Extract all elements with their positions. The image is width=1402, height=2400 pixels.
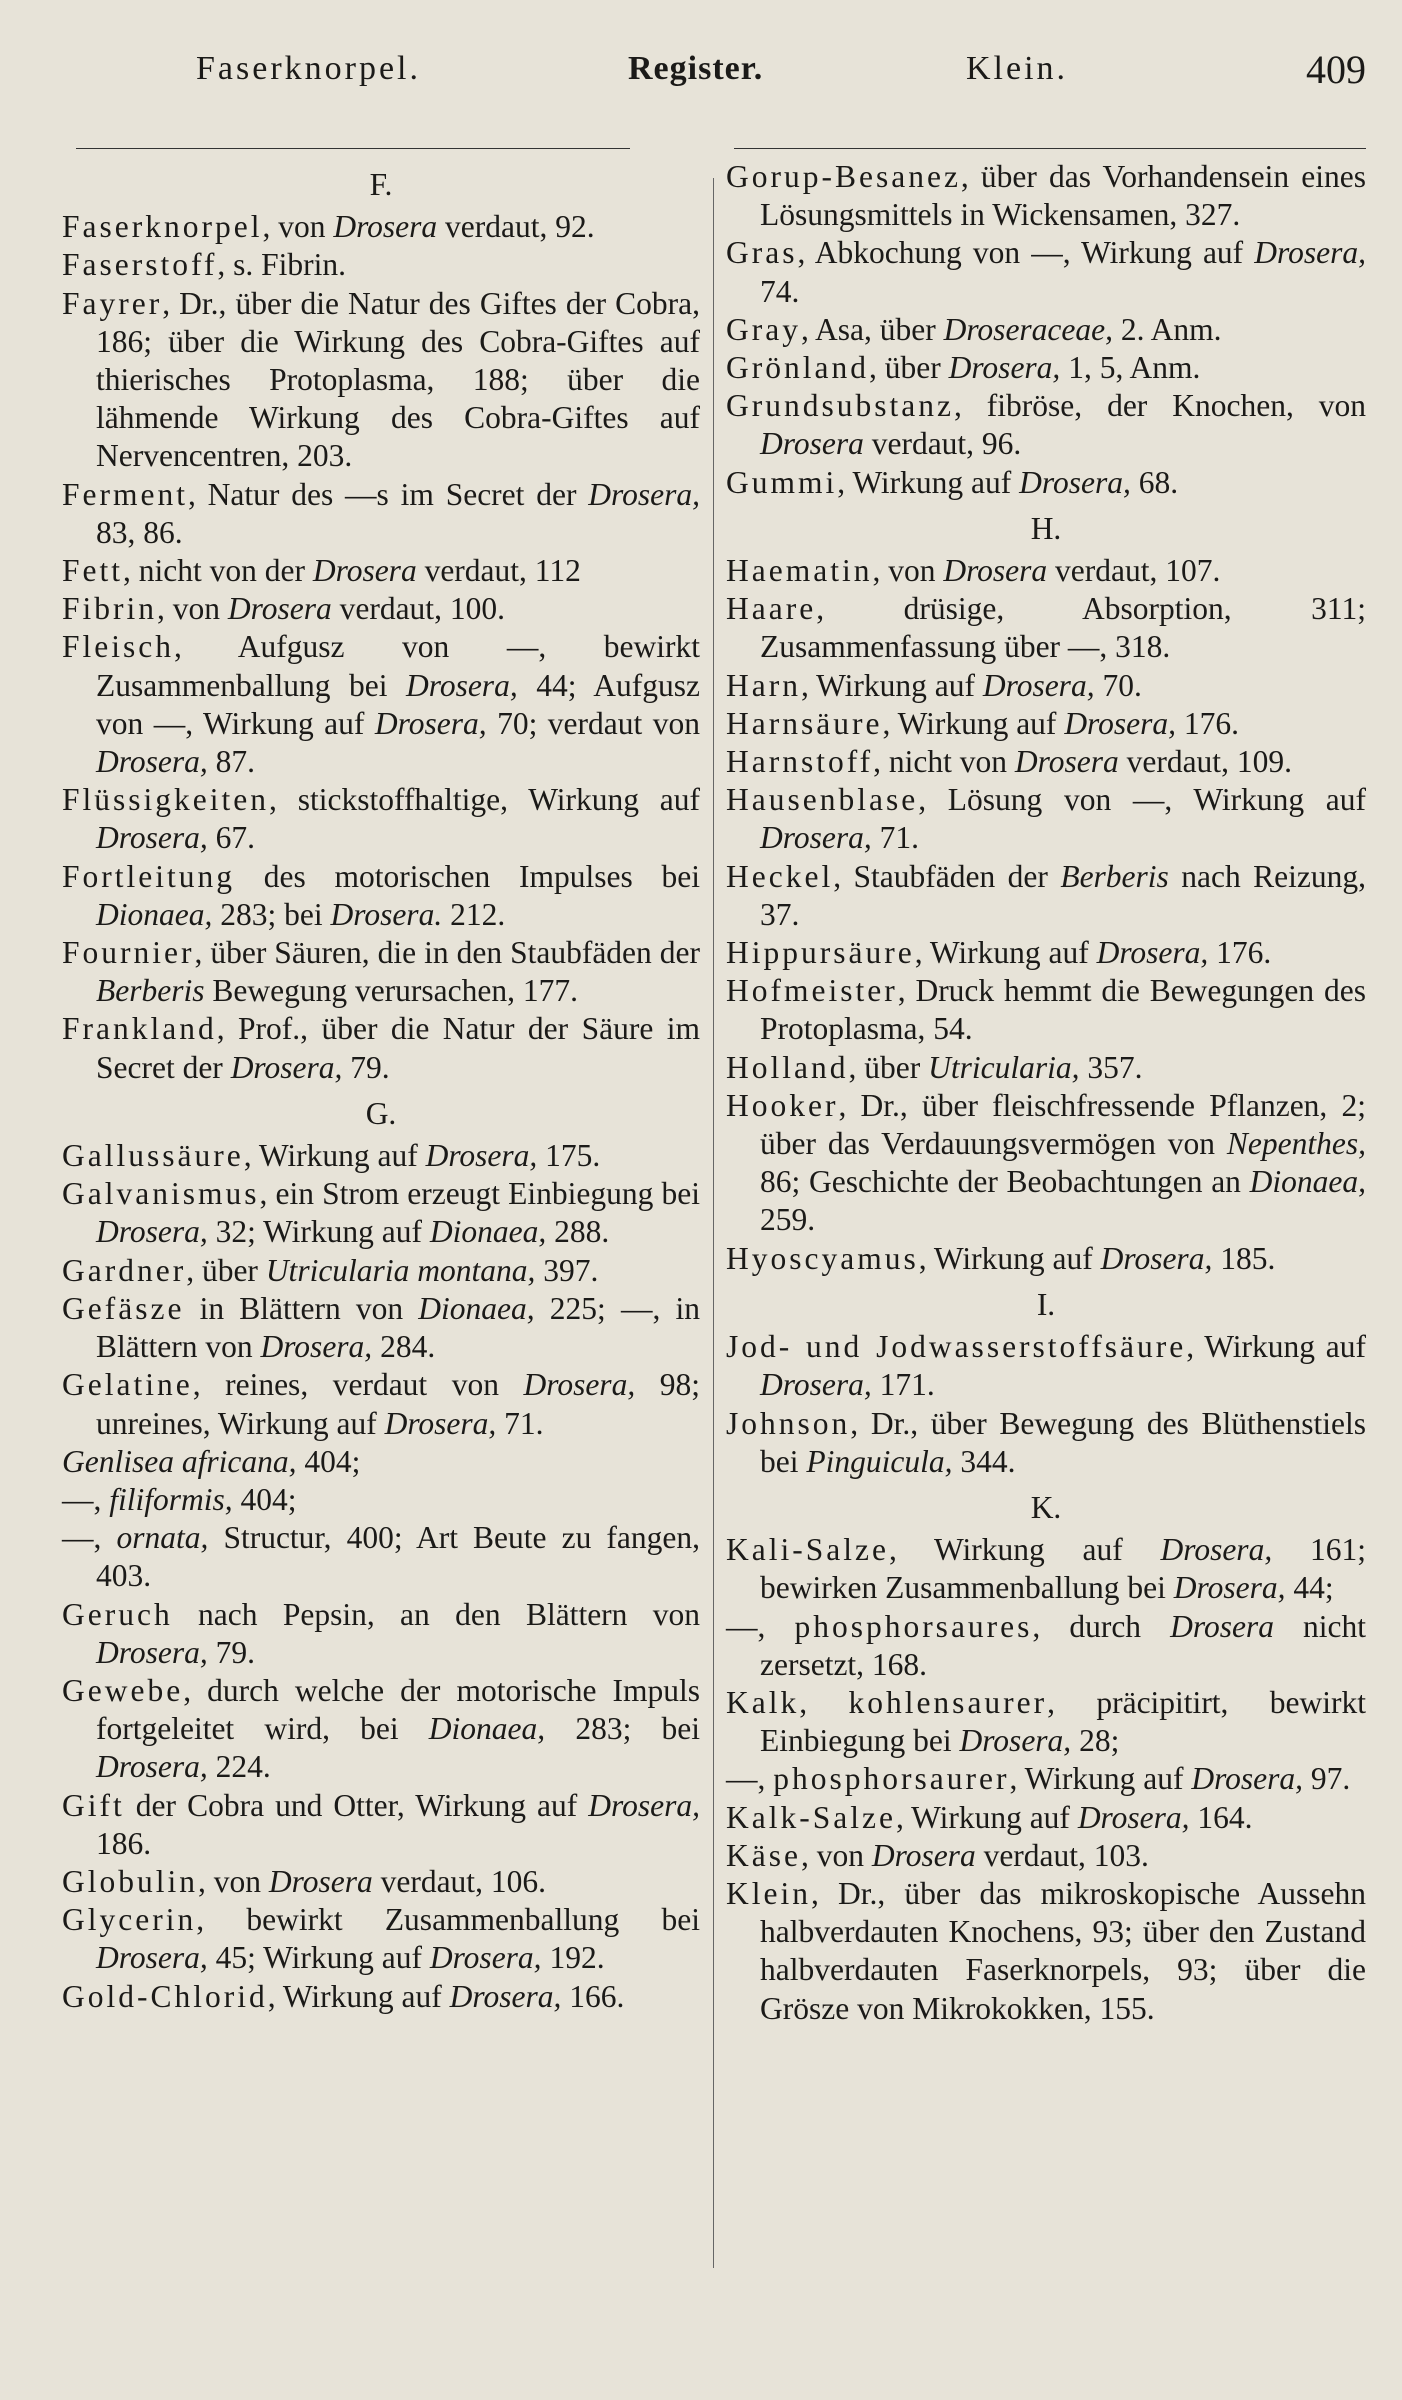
entry-text: , bewirkt Zusammenballung bei: [196, 1902, 700, 1938]
entry-text: , Wirkung auf: [882, 705, 1065, 741]
index-entry: [726, 1684, 1366, 1760]
index-entry: [62, 934, 700, 1010]
index-entry: [62, 1519, 700, 1595]
italic-term: Drosera.: [330, 896, 443, 932]
italic-term: Drosera,: [948, 350, 1061, 386]
index-entry: [726, 1049, 1366, 1087]
italic-term: Drosera: [268, 1863, 373, 1899]
index-entry: [62, 1481, 700, 1519]
entry-text: 404;: [232, 1481, 297, 1517]
italic-term: Berberis: [96, 973, 205, 1009]
entry-text: , nicht von: [873, 744, 1015, 780]
entry-headword: Heckel: [726, 858, 834, 894]
entry-headword: Faserstoff: [62, 247, 218, 283]
entry-text: , Asa, über: [800, 311, 944, 347]
entry-text: 192.: [541, 1940, 605, 1976]
entry-headword: Holland: [726, 1049, 849, 1085]
italic-term: Drosera,: [96, 1214, 208, 1250]
entry-text: phosphorsaurer: [773, 1761, 1010, 1797]
entry-headword: Gift: [62, 1787, 125, 1823]
entry-headword: Gewebe: [62, 1672, 184, 1708]
index-entry: [726, 387, 1366, 463]
italic-term: Drosera,: [405, 667, 518, 703]
index-entry: [62, 858, 700, 934]
entry-text: 164.: [1189, 1799, 1253, 1835]
entry-text: 176.: [1208, 935, 1272, 971]
index-entry: [726, 1760, 1366, 1798]
entry-text: , ein Strom erzeugt Einbiegung bei: [259, 1176, 700, 1212]
italic-term: Utricularia montana,: [265, 1252, 536, 1288]
entry-text: , durch: [1032, 1608, 1171, 1644]
index-entry: [62, 1596, 700, 1672]
italic-term: Drosera: [943, 553, 1048, 589]
entry-text: verdaut, 112: [416, 553, 581, 589]
italic-term: Dionaea,: [96, 896, 213, 932]
entry-headword: Jod- und Jodwasserstoffsäure: [726, 1329, 1187, 1365]
italic-term: Drosera: [312, 553, 417, 589]
section-letter: I.: [1036, 1286, 1056, 1322]
italic-term: Drosera,: [374, 705, 487, 741]
entry-text: 98; unreines, Wirkung auf: [96, 1367, 700, 1441]
italic-term: Drosera,: [588, 1787, 700, 1823]
italic-term: Nepenthes,: [1226, 1126, 1366, 1162]
entry-text: 74.: [760, 273, 800, 309]
section-letter: H.: [1030, 510, 1062, 546]
header-rule-right: [1244, 148, 1366, 149]
entry-text: verdaut, 109.: [1118, 744, 1292, 780]
entry-headword: Gummi: [726, 464, 838, 500]
entry-text: 161; bewirken Zusammenballung bei: [760, 1532, 1366, 1606]
index-entry: [726, 158, 1366, 234]
index-entry: [726, 590, 1366, 666]
running-header: [0, 47, 1402, 110]
italic-term: Drosera,: [449, 1978, 562, 2014]
italic-term: Drosera: [227, 591, 332, 627]
index-entry: [726, 1837, 1366, 1875]
entry-headword: Glycerin: [62, 1902, 197, 1938]
entry-headword: Hofmeister: [726, 973, 898, 1009]
entry-text: , Dr., über Bewegung des Blüthenstiels bei: [760, 1405, 1366, 1479]
index-entry: [726, 972, 1366, 1048]
index-entry: [62, 1010, 700, 1086]
entry-text: in Blättern von: [184, 1290, 419, 1326]
entry-headword: Fett: [62, 553, 124, 589]
italic-term: Droseraceae,: [943, 311, 1113, 347]
index-entry: [726, 743, 1366, 781]
entry-text: , Dr., über fleischfressende Pflanzen, 2; über das Verdauungsvermögen von: [760, 1087, 1366, 1162]
index-entry: [62, 1901, 700, 1977]
italic-term: Drosera,: [96, 1749, 208, 1785]
entry-headword: Grundsubstanz: [726, 388, 954, 424]
entry-text: 32; Wirkung auf: [207, 1214, 430, 1250]
entry-headword: Galvanismus: [62, 1176, 260, 1212]
index-entry: [726, 1875, 1366, 2028]
entry-text: , von: [198, 1863, 269, 1899]
entry-text: Bewegung verursachen, 177.: [204, 973, 578, 1009]
entry-text: , fibröse, der Knochen, von: [953, 388, 1366, 424]
entry-text: 83, 86.: [96, 514, 183, 550]
index-entry: [62, 628, 700, 781]
entry-text: , über: [186, 1252, 266, 1288]
italic-term: Drosera,: [1096, 935, 1209, 971]
italic-term: Dionaea,: [418, 1290, 535, 1326]
section-letter: K.: [1030, 1489, 1062, 1525]
entry-text: nach Reizung, 37.: [760, 858, 1366, 932]
entry-text: , durch welche der motorische Impuls fortgeleitet wird, bei: [96, 1672, 700, 1747]
index-entry: [62, 1252, 700, 1290]
italic-term: Drosera,: [1191, 1761, 1304, 1797]
entry-text: 283; bei: [545, 1711, 700, 1747]
italic-term: Drosera: [1170, 1608, 1274, 1644]
entry-text: 176.: [1176, 705, 1240, 741]
index-entry: [726, 464, 1366, 502]
entry-headword: Faserknorpel: [62, 209, 263, 245]
italic-term: Drosera,: [1254, 235, 1366, 271]
italic-term: Berberis: [1060, 858, 1169, 894]
header-left-term: Faserknorpel.: [196, 50, 422, 87]
entry-text: 357.: [1079, 1049, 1143, 1085]
header-right-term: Klein.: [966, 50, 1069, 87]
italic-term: Drosera,: [588, 476, 700, 512]
entry-headword: Fibrin: [62, 591, 158, 627]
entry-headword: Gefäsze: [62, 1290, 185, 1326]
entry-text: 79.: [342, 1049, 390, 1085]
entry-text: , Wirkung auf: [895, 1799, 1078, 1835]
index-entry: [726, 1531, 1366, 1607]
italic-term: Drosera,: [982, 667, 1095, 703]
entry-text: verdaut, 107.: [1047, 553, 1221, 589]
italic-term: Drosera,: [523, 1367, 636, 1403]
italic-term: Dionaea,: [1249, 1164, 1366, 1200]
entry-text: 97.: [1303, 1761, 1351, 1797]
index-entry: [726, 934, 1366, 972]
entry-headword: Kalk-Salze: [726, 1799, 896, 1835]
index-entry: [62, 1978, 700, 2016]
entry-headword: Hippursäure: [726, 935, 915, 971]
index-entry: [62, 1366, 700, 1442]
entry-headword: Ferment: [62, 476, 188, 512]
entry-text: verdaut, 106.: [372, 1863, 546, 1899]
entry-text: —,: [726, 1761, 774, 1797]
entry-headword: Gray: [726, 311, 801, 347]
index-entry: [726, 1405, 1366, 1481]
index-entry: [62, 1290, 700, 1366]
entry-text: verdaut, 92.: [437, 209, 595, 245]
italic-term: Drosera,: [96, 744, 208, 780]
entry-text: , über das Vorhandensein eines Lösungsmittels in Wickensamen, 327.: [760, 159, 1366, 233]
entry-text: 44;: [1285, 1570, 1334, 1606]
entry-headword: Fournier: [62, 935, 195, 971]
entry-text: 283; bei: [212, 896, 331, 932]
index-entry: [62, 1175, 700, 1251]
index-entry: [726, 1087, 1366, 1240]
entry-headword: Harnsäure: [726, 705, 883, 741]
index-entry: [62, 208, 700, 246]
italic-term: Drosera: [760, 426, 864, 462]
entry-text: 225; —, in Blättern von: [96, 1290, 700, 1365]
italic-term: Drosera,: [760, 1367, 872, 1403]
italic-term: Drosera,: [1077, 1799, 1190, 1835]
entry-text: , Aufgusz von —, bewirkt Zusammenballung bei: [96, 629, 700, 703]
entry-text: , reines, verdaut von: [192, 1367, 524, 1403]
entry-text: , Wirkung auf: [837, 464, 1020, 500]
entry-text: 86; Geschichte der Beobachtungen an: [760, 1164, 1250, 1200]
entry-headword: Hooker: [726, 1087, 839, 1123]
entry-text: 1, 5, Anm.: [1060, 350, 1201, 386]
entry-headword: Gardner: [62, 1252, 187, 1288]
italic-term: Drosera: [1014, 744, 1119, 780]
index-entry: [726, 1328, 1366, 1404]
entry-text: , Lösung von —, Wirkung auf: [918, 782, 1366, 818]
entry-text: , über Säuren, die in den Staubfäden der: [194, 935, 700, 971]
italic-term: Drosera,: [429, 1940, 542, 1976]
entry-text: —,: [62, 1520, 117, 1556]
entry-text: , Wirkung auf: [888, 1532, 1161, 1568]
section-letter: F.: [369, 167, 393, 202]
index-entry: [62, 1863, 700, 1901]
entry-text: 288.: [546, 1214, 610, 1250]
entry-headword: Harnstoff: [726, 744, 874, 780]
italic-term: Drosera,: [760, 820, 872, 856]
entry-text: 344.: [952, 1443, 1016, 1479]
entry-text: , von: [872, 553, 944, 589]
entry-text: 404;: [296, 1443, 361, 1479]
entry-text: 212.: [442, 896, 506, 932]
italic-term: Drosera,: [1173, 1570, 1286, 1606]
entry-text: 79.: [207, 1634, 255, 1670]
entry-text: 67.: [207, 820, 255, 856]
index-entry: [62, 1787, 700, 1863]
entry-text: , Prof., über die Natur der Säure im Secret der: [96, 1011, 700, 1085]
entry-text: verdaut, 103.: [975, 1837, 1149, 1873]
entry-text: 44; Aufgusz von —, Wirkung auf: [96, 667, 700, 741]
entry-text: 71.: [871, 820, 919, 856]
entry-text: nach Pepsin, an den Blättern von: [172, 1596, 700, 1632]
entry-text: 171.: [871, 1367, 935, 1403]
italic-term: Drosera,: [96, 1940, 208, 1976]
entry-headword: Kalk: [726, 1684, 800, 1720]
index-entry: [62, 1137, 700, 1175]
index-entry: [62, 1672, 700, 1787]
entry-text: , Wirkung auf: [918, 1240, 1101, 1276]
entry-headword: Johnson: [726, 1405, 851, 1441]
entry-headword: Geruch: [62, 1596, 173, 1632]
header-rule-left: [76, 148, 630, 149]
entry-text: 45; Wirkung auf: [207, 1940, 430, 1976]
section-letter: G.: [365, 1095, 397, 1131]
entry-headword: Harn: [726, 667, 801, 703]
index-entry: [62, 552, 700, 590]
entry-text: —,: [726, 1608, 795, 1644]
index-entry: [62, 781, 700, 857]
italic-term: Drosera,: [96, 820, 208, 856]
entry-text: 28;: [1071, 1723, 1120, 1759]
index-entry: [726, 858, 1366, 934]
entry-text: , Natur des —s im Secret der: [187, 476, 589, 512]
entry-headword: Haematin: [726, 553, 873, 589]
index-entry: [62, 285, 700, 476]
header-title: Register.: [628, 50, 764, 87]
index-entry: [62, 476, 700, 552]
entry-text: , Wirkung auf: [1009, 1761, 1192, 1797]
italic-term: ornata,: [116, 1520, 209, 1556]
entry-text: 70.: [1094, 667, 1142, 703]
entry-headword: Grönland: [726, 350, 869, 386]
italic-term: filiformis,: [109, 1481, 233, 1517]
entry-headword: Globulin: [62, 1863, 199, 1899]
index-column-right: [726, 158, 1366, 2028]
index-entry: [726, 234, 1366, 310]
index-entry: [726, 349, 1366, 387]
italic-term: Drosera,: [260, 1329, 373, 1365]
entry-text: , Wirkung auf: [914, 935, 1097, 971]
index-entry: [726, 552, 1366, 590]
entry-headword: Fortleitung: [62, 858, 235, 894]
entry-headword: Frankland: [62, 1011, 217, 1047]
entry-text: verdaut, 100.: [331, 591, 505, 627]
entry-text: , Staubfäden der: [833, 858, 1061, 894]
entry-text: , nicht von der: [123, 553, 313, 589]
entry-text: der Cobra und Otter, Wirkung auf: [124, 1787, 589, 1823]
italic-term: Drosera,: [1100, 1240, 1213, 1276]
index-entry: [62, 590, 700, 628]
entry-text: ,: [799, 1684, 849, 1720]
entry-headword: Gold-Chlorid: [62, 1978, 268, 2014]
entry-text: , von: [157, 591, 228, 627]
italic-term: Drosera,: [230, 1049, 343, 1085]
page-number: 409: [1306, 47, 1366, 92]
entry-text: 2. Anm.: [1113, 311, 1222, 347]
entry-text: 166.: [561, 1978, 625, 2014]
italic-term: Drosera,: [96, 1634, 208, 1670]
index-entry: [726, 705, 1366, 743]
entry-text: kohlensaurer: [848, 1684, 1048, 1720]
entry-text: 259.: [760, 1202, 816, 1238]
italic-term: Drosera,: [384, 1405, 497, 1441]
entry-text: , drüsige, Absorption, 311; Zusammenfassung über —, 318.: [760, 591, 1366, 665]
entry-headword: Hyoscyamus: [726, 1240, 919, 1276]
entry-headword: Gallussäure: [62, 1138, 244, 1174]
italic-term: Drosera: [871, 1837, 976, 1873]
entry-text: , s. Fibrin.: [217, 247, 347, 283]
italic-term: Drosera,: [1160, 1532, 1273, 1568]
entry-text: 70; verdaut von: [486, 705, 700, 741]
entry-text: —,: [62, 1481, 110, 1517]
entry-headword: Haare: [726, 591, 817, 627]
entry-text: 185.: [1212, 1240, 1276, 1276]
entry-text: , Dr., über die Natur des Giftes der Cobra, 186; über die Wirkung des Cobra-Giftes auf thierisches Protoplasma, 188; über die lähmende Wirkung des Cobra-Giftes auf Nervencentren, 203.: [96, 285, 700, 474]
italic-term: Drosera: [333, 209, 438, 245]
entry-text: 284.: [372, 1329, 436, 1365]
entry-text: , stickstoffhaltige, Wirkung auf: [269, 782, 700, 818]
entry-headword: Fleisch: [62, 629, 174, 665]
entry-text: 87.: [207, 744, 255, 780]
index-entry: [62, 1443, 700, 1481]
entry-text: phosphorsaures: [794, 1608, 1033, 1644]
index-entry: [726, 667, 1366, 705]
italic-term: Utricularia,: [928, 1049, 1080, 1085]
italic-term: Dionaea,: [428, 1711, 546, 1747]
entry-text: 186.: [96, 1825, 152, 1861]
entry-headword: Klein: [726, 1875, 811, 1911]
entry-text: , von: [800, 1837, 872, 1873]
italic-term: Drosera,: [425, 1138, 538, 1174]
entry-headword: Kali-Salze: [726, 1532, 889, 1568]
italic-term: Drosera,: [959, 1723, 1072, 1759]
entry-text: verdaut, 96.: [863, 426, 1022, 462]
entry-text: , Abkochung von —, Wirkung auf: [797, 235, 1255, 271]
entry-text: , Dr., über das mikroskopische Aussehn halbverdauten Knochens, 93; über den Zustand halbverdauten Faserknorpels, 93; über die Grösze von Mikrokokken, 155.: [760, 1875, 1366, 2026]
index-entry: [726, 781, 1366, 857]
entry-text: , Wirkung auf: [800, 667, 983, 703]
entry-text: , Wirkung auf: [1186, 1329, 1366, 1365]
entry-text: 71.: [496, 1405, 544, 1441]
header-rule-middle: [734, 148, 1306, 149]
entry-text: 397.: [535, 1252, 599, 1288]
index-entry: [726, 1608, 1366, 1684]
entry-text: , Wirkung auf: [267, 1978, 450, 2014]
entry-text: , über: [868, 350, 949, 386]
entry-headword: Hausenblase: [726, 782, 919, 818]
entry-text: , präcipitirt, bewirkt Einbiegung bei: [760, 1684, 1366, 1759]
italic-term: Drosera,: [1064, 705, 1177, 741]
entry-text: , Wirkung auf: [243, 1138, 426, 1174]
italic-term: Pinguicula,: [806, 1443, 953, 1479]
index-entry: [726, 1799, 1366, 1837]
index-entry: [726, 1240, 1366, 1278]
entry-text: 224.: [207, 1749, 271, 1785]
entry-text: , von: [262, 209, 334, 245]
index-entry: [62, 246, 700, 284]
italic-term: Genlisea africana,: [62, 1443, 297, 1479]
entry-text: , Druck hemmt die Bewegungen des Protoplasma, 54.: [760, 973, 1366, 1047]
entry-headword: Käse: [726, 1837, 801, 1873]
entry-headword: Flüssigkeiten: [62, 782, 270, 818]
entry-text: nicht zersetzt, 168.: [760, 1608, 1366, 1682]
italic-term: Drosera,: [1019, 464, 1131, 500]
index-column-left: [62, 158, 700, 2016]
entry-text: des motorischen Impulses bei: [235, 858, 700, 894]
entry-text: 175.: [537, 1138, 601, 1174]
entry-text: Structur, 400; Art Beute zu fangen, 403.: [96, 1520, 701, 1594]
entry-text: 68.: [1130, 464, 1179, 500]
italic-term: Dionaea,: [429, 1214, 547, 1250]
index-entry: [726, 311, 1366, 349]
entry-headword: Gelatine: [62, 1367, 193, 1403]
column-divider: [713, 178, 714, 2268]
entry-headword: Fayrer: [62, 285, 163, 321]
entry-text: , über: [848, 1049, 929, 1085]
entry-headword: Gorup-Besanez: [726, 159, 961, 194]
entry-headword: Gras: [726, 235, 798, 271]
